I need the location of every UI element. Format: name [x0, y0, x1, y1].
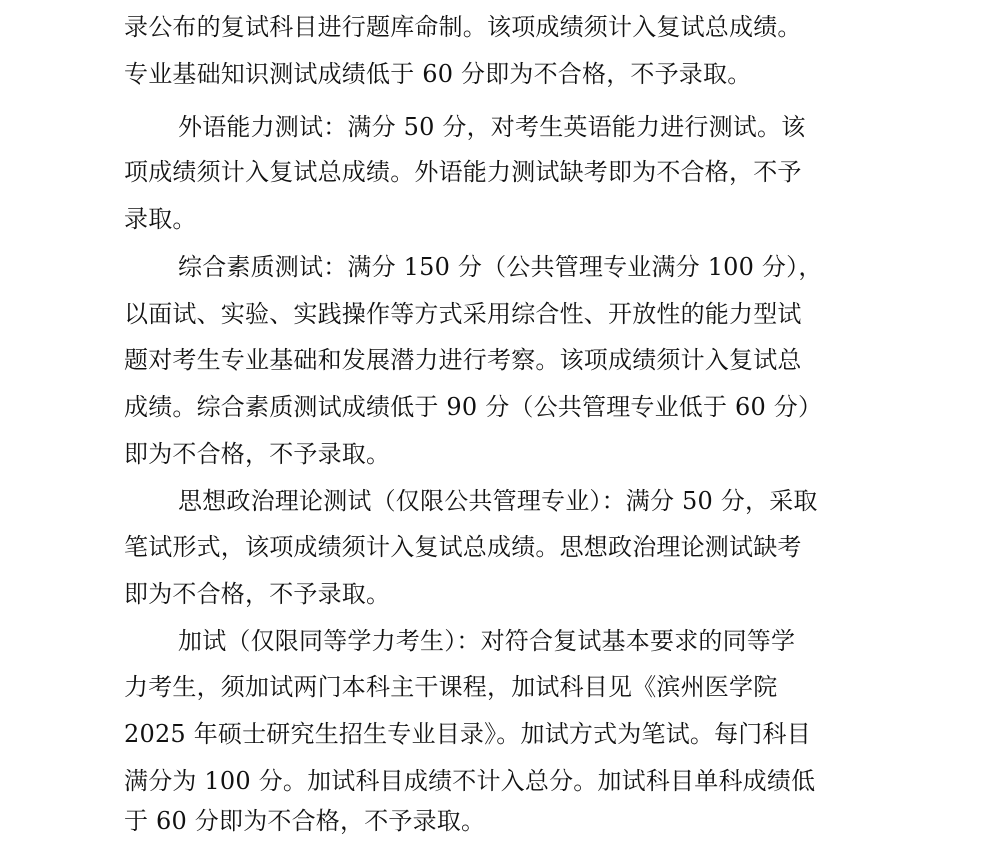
text-line: 于 60 分即为不合格，不予录取。 [124, 807, 486, 835]
text-line: 即为不合格，不予录取。 [124, 440, 391, 468]
paragraph-start-line: 外语能力测试：满分 50 分，对考生英语能力进行测试。该 [178, 113, 806, 141]
text-line: 力考生，须加试两门本科主干课程，加试科目见《滨州医学院 [124, 673, 778, 701]
text-line: 2025 年硕士研究生招生专业目录》。加试方式为笔试。每门科目 [124, 720, 811, 748]
text-line: 笔试形式，该项成绩须计入复试总成绩。思想政治理论测试缺考 [124, 533, 802, 561]
paragraph-start-line: 思想政治理论测试（仅限公共管理专业）：满分 50 分，采取 [178, 487, 818, 515]
text-line: 题对考生专业基础和发展潜力进行考察。该项成绩须计入复试总 [124, 346, 802, 374]
text-line: 录公布的复试科目进行题库命制。该项成绩须计入复试总成绩。 [124, 13, 802, 41]
text-line: 成绩。综合素质测试成绩低于 90 分（公共管理专业低于 60 分） [124, 393, 823, 421]
text-line: 录取。 [124, 205, 197, 233]
text-line: 以面试、实验、实践操作等方式采用综合性、开放性的能力型试 [124, 300, 802, 328]
text-line: 专业基础知识测试成绩低于 60 分即为不合格，不予录取。 [124, 60, 752, 88]
text-line: 项成绩须计入复试总成绩。外语能力测试缺考即为不合格，不予 [124, 158, 802, 186]
paragraph-start-line: 综合素质测试：满分 150 分（公共管理专业满分 100 分）， [178, 253, 823, 281]
text-line: 即为不合格，不予录取。 [124, 580, 391, 608]
text-line: 满分为 100 分。加试科目成绩不计入总分。加试科目单科成绩低 [124, 767, 816, 795]
paragraph-start-line: 加试（仅限同等学力考生）：对符合复试基本要求的同等学 [178, 627, 796, 655]
